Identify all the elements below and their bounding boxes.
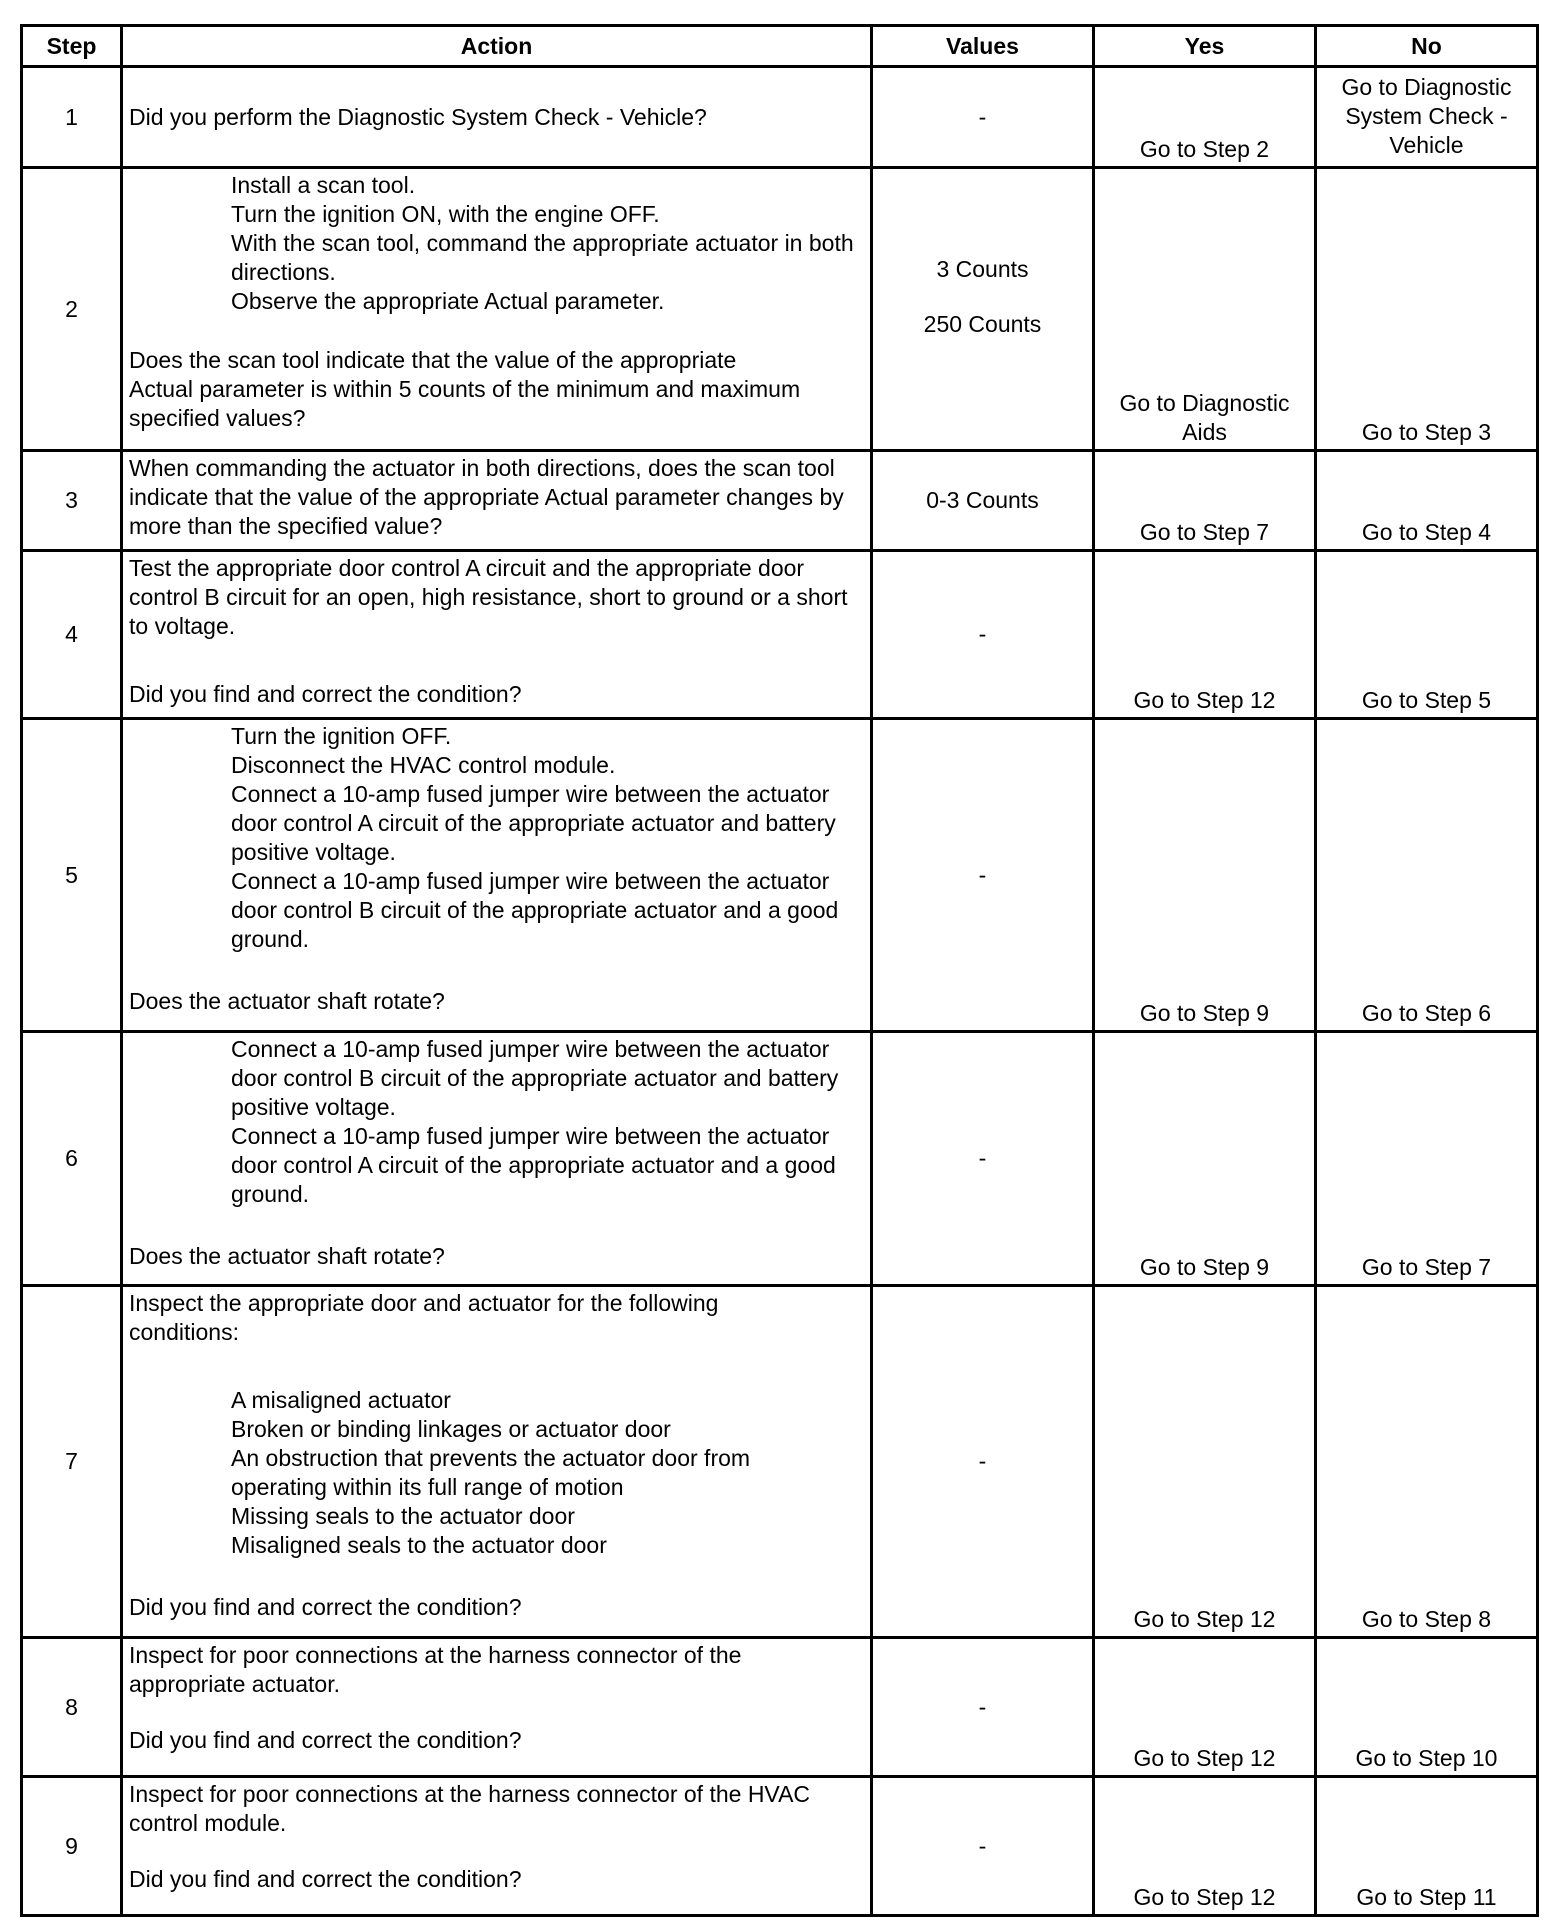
no-cell: Go to Step 4	[1316, 451, 1538, 551]
yes-cell: Go to Step 12	[1094, 1777, 1316, 1916]
no-cell: Go to Step 6	[1316, 719, 1538, 1032]
action-step: Connect a 10-amp fused jumper wire between the actuator door control B circuit of the appropriate actuator and a good ground.	[231, 868, 839, 952]
value-max: 250 Counts	[923, 311, 1042, 337]
action-step: Turn the ignition OFF.	[231, 723, 452, 749]
header-step: Step	[22, 26, 122, 67]
action-step: Install a scan tool.	[231, 172, 416, 198]
action-cell	[122, 1638, 872, 1777]
yes-cell: Go to Step 9	[1094, 1032, 1316, 1286]
action-step: Turn the ignition ON, with the engine OFF.	[231, 201, 660, 227]
values-cell: 0-3 Counts	[872, 451, 1094, 551]
step-number: 5	[22, 719, 122, 1032]
condition-item: Missing seals to the actuator door	[231, 1503, 575, 1529]
step-number: 1	[22, 67, 122, 168]
no-text: Go to Diagnostic System Check - Vehicle	[1341, 73, 1512, 158]
action-steps	[129, 1035, 864, 1209]
no-cell: Go to Step 11	[1316, 1777, 1538, 1916]
action-steps	[129, 722, 864, 954]
condition-item: A misaligned actuator	[231, 1387, 451, 1413]
values-cell	[872, 168, 1094, 451]
header-yes: Yes	[1094, 26, 1316, 67]
no-cell: Go to Step 10	[1316, 1638, 1538, 1777]
step-number: 7	[22, 1286, 122, 1638]
yes-cell: Go to Step 12	[1094, 551, 1316, 719]
action-question: Does the actuator shaft rotate?	[129, 1243, 445, 1269]
action-cell	[122, 451, 872, 551]
value-min: 3 Counts	[936, 256, 1029, 282]
condition-item: An obstruction that prevents the actuator door from operating within its full range of motion	[231, 1445, 751, 1500]
action-step: Connect a 10-amp fused jumper wire between the actuator door control A circuit of the appropriate actuator and a good ground.	[231, 1123, 836, 1207]
table-row	[22, 1777, 1538, 1916]
action-cell	[122, 719, 872, 1032]
values-cell: -	[872, 1286, 1094, 1638]
table-row	[22, 168, 1538, 451]
action-cell	[122, 1032, 872, 1286]
table-row	[22, 451, 1538, 551]
values-cell: -	[872, 1638, 1094, 1777]
action-cell	[122, 168, 872, 451]
action-instruction: Inspect for poor connections at the harness connector of the HVAC control module.	[129, 1781, 811, 1836]
table-row	[22, 1286, 1538, 1638]
no-cell: Go to Step 5	[1316, 551, 1538, 719]
condition-item: Broken or binding linkages or actuator door	[231, 1416, 671, 1442]
step-number: 3	[22, 451, 122, 551]
table-row	[22, 551, 1538, 719]
action-step: With the scan tool, command the appropriate actuator in both directions.	[231, 230, 854, 285]
no-cell: Go to Step 7	[1316, 1032, 1538, 1286]
yes-cell: Go to Step 12	[1094, 1286, 1316, 1638]
header-values: Values	[872, 26, 1094, 67]
values-cell: -	[872, 719, 1094, 1032]
table-row	[22, 67, 1538, 168]
header-action: Action	[122, 26, 872, 67]
action-question: Does the scan tool indicate that the value of the appropriate Actual parameter is within 5 counts of the minimum and maximum specified values?	[129, 347, 801, 431]
action-question: When commanding the actuator in both directions, does the scan tool indicate that the value of the appropriate Actual parameter changes by more than the specified value?	[129, 455, 844, 539]
condition-item: Misaligned seals to the actuator door	[231, 1532, 607, 1558]
action-conditions	[129, 1386, 864, 1560]
action-step: Connect a 10-amp fused jumper wire between the actuator door control B circuit of the appropriate actuator and battery positive voltage.	[231, 1036, 839, 1120]
action-steps	[129, 171, 864, 316]
values-cell: -	[872, 67, 1094, 168]
step-number: 4	[22, 551, 122, 719]
action-question: Did you find and correct the condition?	[129, 1594, 522, 1620]
yes-cell: Go to Step 2	[1094, 67, 1316, 168]
action-step: Disconnect the HVAC control module.	[231, 752, 616, 778]
values-cell: -	[872, 1777, 1094, 1916]
action-question: Did you find and correct the condition?	[129, 1727, 522, 1753]
diagnostic-table	[20, 24, 1539, 1917]
action-question: Did you perform the Diagnostic System Check - Vehicle?	[129, 103, 707, 130]
action-cell	[122, 1777, 872, 1916]
action-instruction: Test the appropriate door control A circuit and the appropriate door control B circuit for an open, high resistance, short to ground or a short to voltage.	[129, 555, 848, 639]
yes-cell: Go to Step 12	[1094, 1638, 1316, 1777]
action-instruction: Inspect the appropriate door and actuator for the following conditions:	[129, 1290, 719, 1345]
step-number: 9	[22, 1777, 122, 1916]
action-question: Did you find and correct the condition?	[129, 1866, 522, 1892]
header-no: No	[1316, 26, 1538, 67]
table-row	[22, 1032, 1538, 1286]
no-cell: Go to Step 3	[1316, 168, 1538, 451]
yes-cell: Go to Step 9	[1094, 719, 1316, 1032]
action-cell	[122, 1286, 872, 1638]
header-row	[22, 26, 1538, 67]
step-number: 8	[22, 1638, 122, 1777]
step-number: 2	[22, 168, 122, 451]
yes-cell: Go to Step 7	[1094, 451, 1316, 551]
step-number: 6	[22, 1032, 122, 1286]
action-step: Connect a 10-amp fused jumper wire between the actuator door control A circuit of the appropriate actuator and battery positive voltage.	[231, 781, 836, 865]
table-row	[22, 719, 1538, 1032]
action-question: Did you find and correct the condition?	[129, 681, 522, 707]
no-cell	[1316, 67, 1538, 168]
yes-cell: Go to Diagnostic Aids	[1094, 168, 1316, 451]
action-step: Observe the appropriate Actual parameter.	[231, 288, 665, 314]
action-question: Does the actuator shaft rotate?	[129, 988, 445, 1014]
action-instruction: Inspect for poor connections at the harness connector of the appropriate actuator.	[129, 1642, 742, 1697]
table-row	[22, 1638, 1538, 1777]
values-cell: -	[872, 1032, 1094, 1286]
values-cell: -	[872, 551, 1094, 719]
action-cell	[122, 67, 872, 168]
action-cell	[122, 551, 872, 719]
no-cell: Go to Step 8	[1316, 1286, 1538, 1638]
